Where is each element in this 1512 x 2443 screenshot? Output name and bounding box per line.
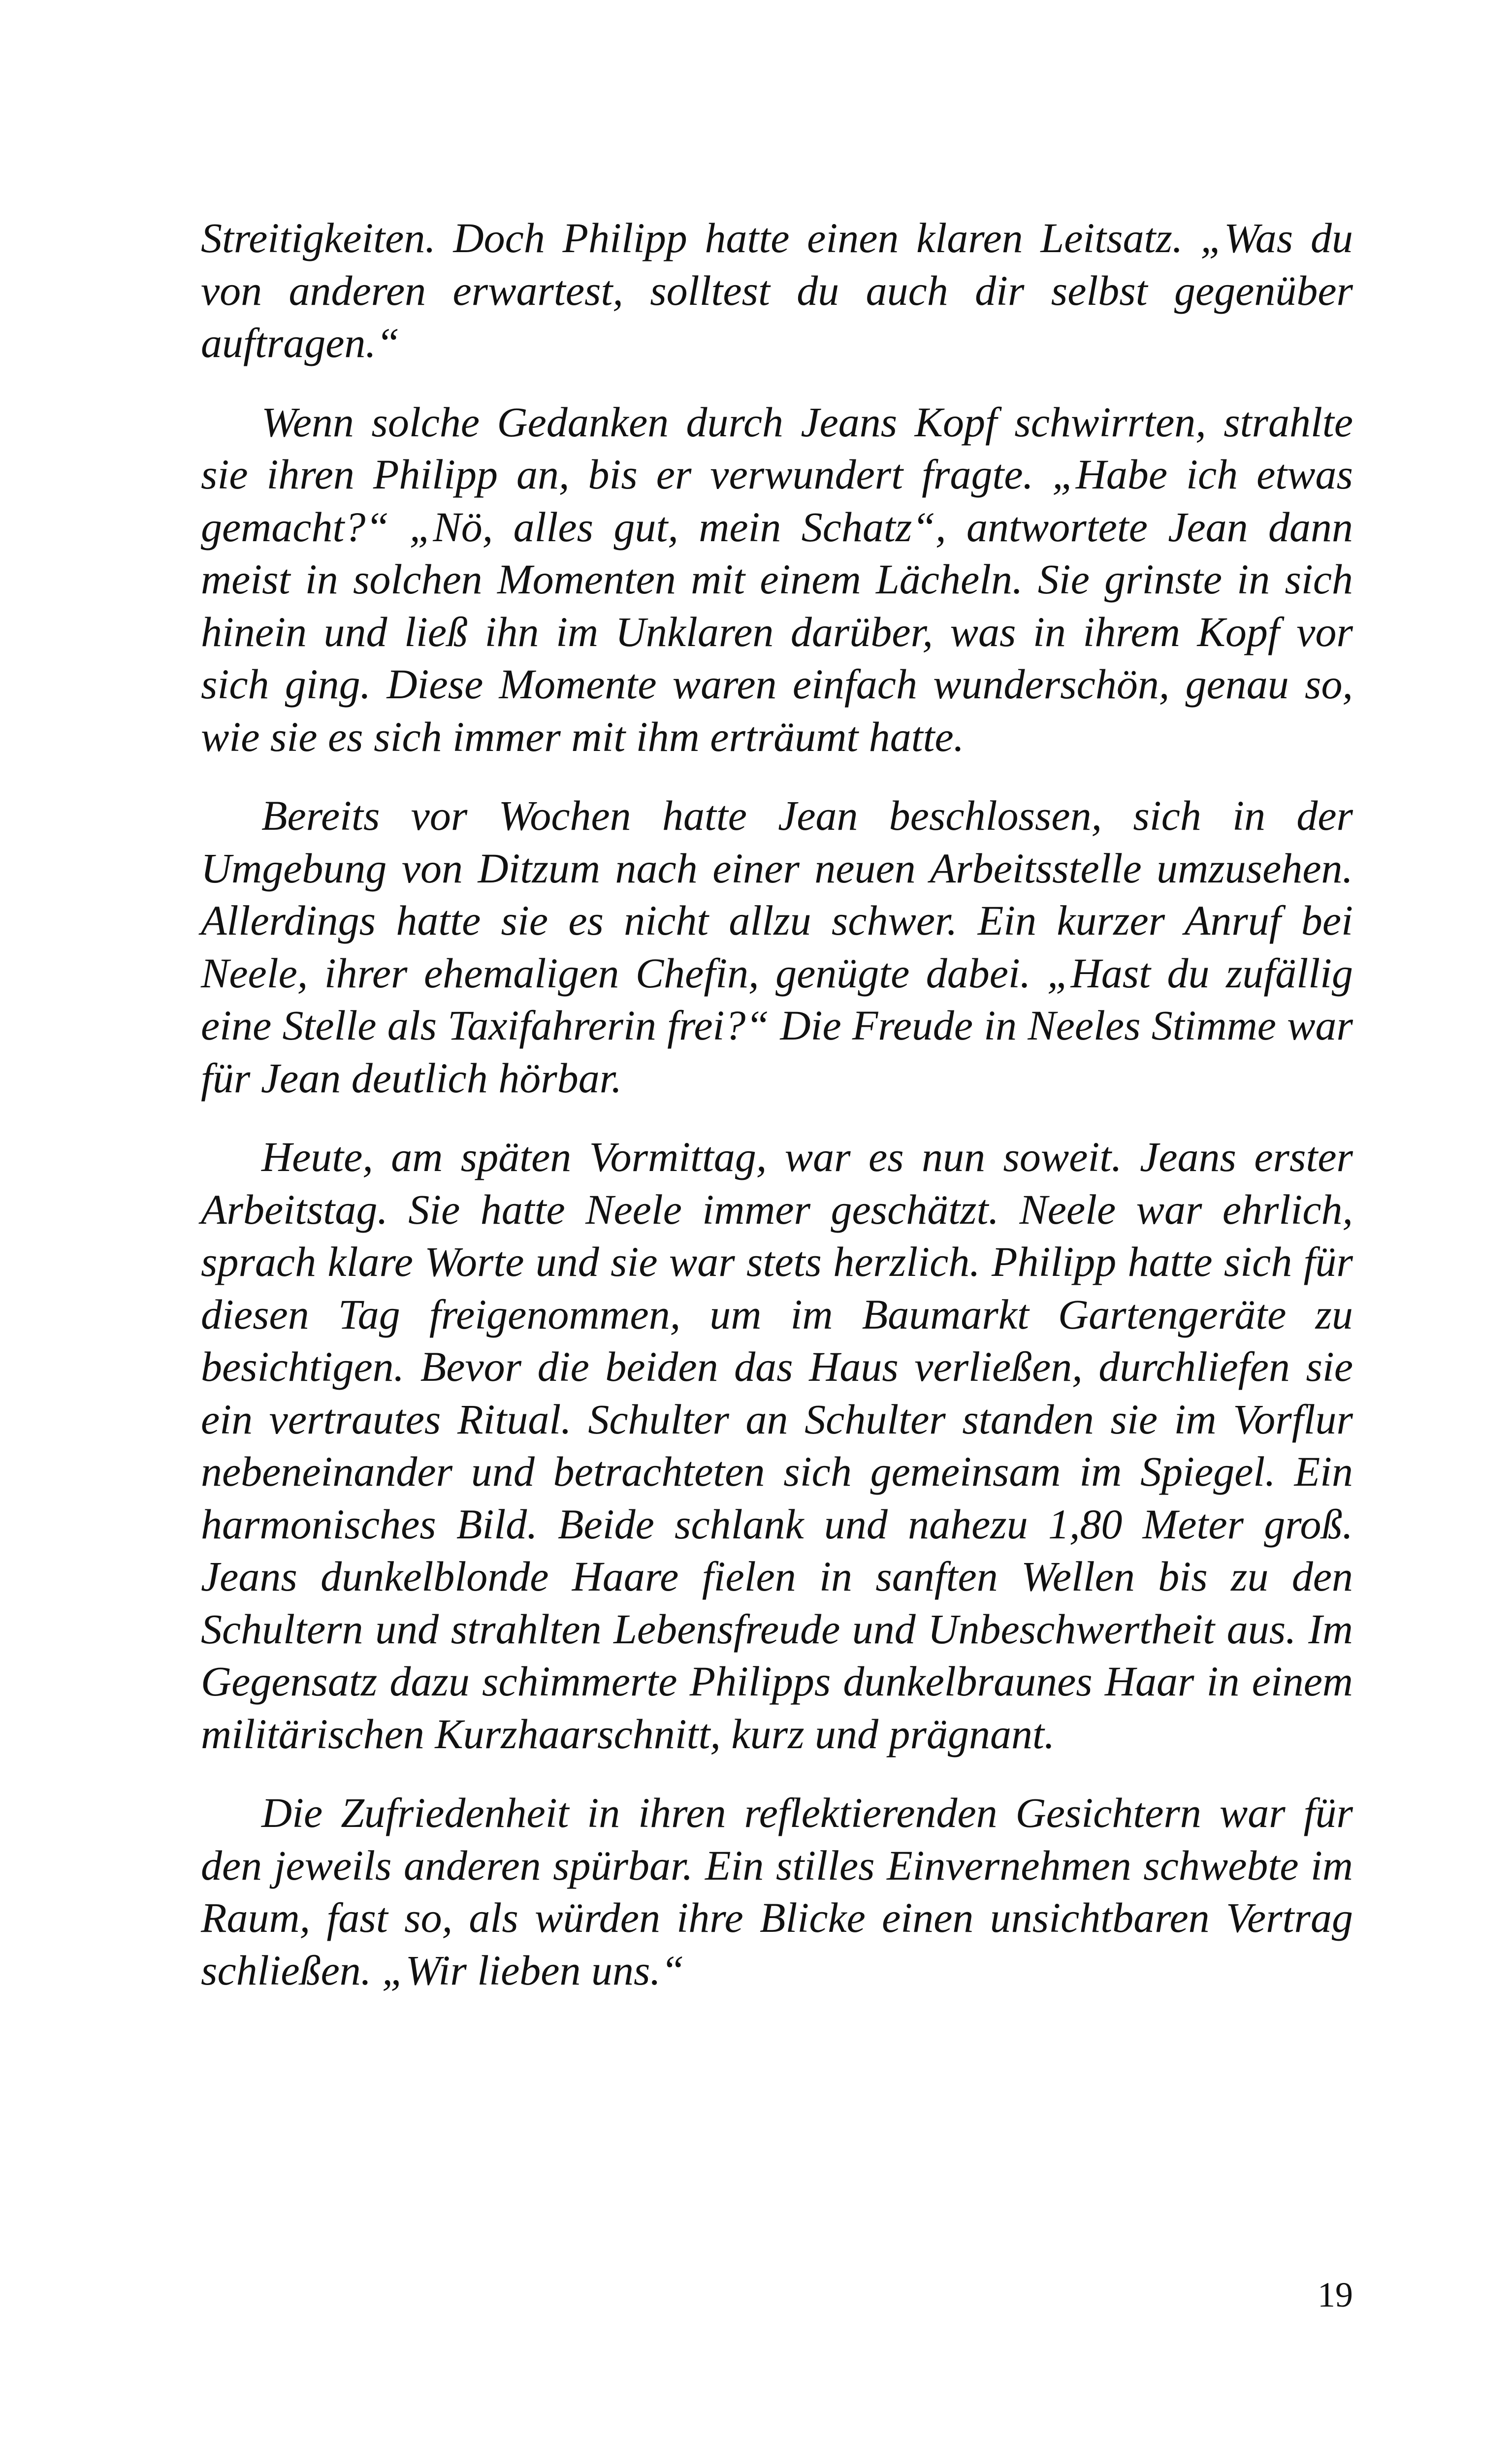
paragraph-5: Die Zufriedenheit in ihren reflektierenden Gesichtern war für den jeweils anderen spürbar. Ein stilles Einvernehmen schwebte im Raum, fast so, als würden ihre Blicke einen unsichtbaren Vertrag schließen. „Wir lieben uns.“ (201, 1789, 1353, 1994)
paragraph-1: Streitigkeiten. Doch Philipp hatte einen klaren Leitsatz. „Was du von anderen erwartest, solltest du auch dir selbst gegenüber auftragen.“ (201, 214, 1353, 366)
paragraph-2: Wenn solche Gedanken durch Jeans Kopf schwirrten, strahlte sie ihren Philipp an, bis er verwundert fragte. „Habe ich etwas gemacht?“ „Nö, alles gut, mein Schatz“, antwortete Jean dann meist in solchen Momenten mit einem Lächeln. Sie grinste in sich hinein und ließ ihn im Unklaren darüber, was in ihrem Kopf vor sich ging. Diese Momente waren einfach wunderschön, genau so, wie sie es sich immer mit ihm erträumt hatte. (201, 398, 1353, 760)
page-number: 19 (1318, 2275, 1353, 2314)
paragraph-3: Bereits vor Wochen hatte Jean beschlossen, sich in der Umgebung von Ditzum nach einer neuen Arbeitsstelle umzusehen. Allerdings hatte sie es nicht allzu schwer. Ein kurzer Anruf bei Neele, ihrer ehemaligen Chefin, genügte dabei. „Hast du zufällig eine Stelle als Taxifahrerin frei?“ Die Freude in Neeles Stimme war für Jean deutlich hörbar. (201, 792, 1353, 1102)
page-body-text (201, 212, 1353, 2023)
paragraph-4: Heute, am späten Vormittag, war es nun soweit. Jeans erster Arbeitstag. Sie hatte Neele immer geschätzt. Neele war ehrlich, sprach klare Worte und sie war stets herzlich. Philipp hatte sich für diesen Tag freigenommen, um im Baumarkt Gartengeräte zu besichtigen. Bevor die beiden das Haus verließen, durchliefen sie ein vertrautes Ritual. Schulter an Schulter standen sie im Vorflur nebeneinander und betrachteten sich gemeinsam im Spiegel. Ein harmonisches Bild. Beide schlank und nahezu 1,80 Meter groß. Jeans dunkelblonde Haare fielen in sanften Wellen bis zu den Schultern und strahlten Lebensfreude und Unbeschwertheit aus. Im Gegensatz dazu schimmerte Philipps dunkelbraunes Haar in einem militärischen Kurzhaarschnitt, kurz und prägnant. (201, 1133, 1353, 1758)
